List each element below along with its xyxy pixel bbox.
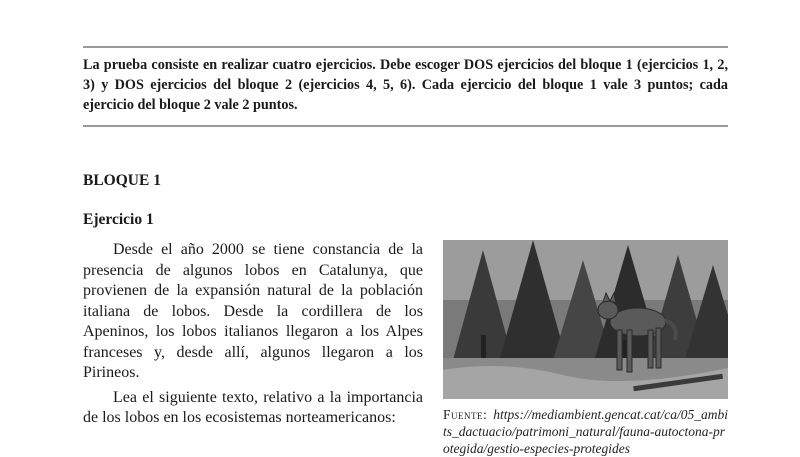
wolf-photo [443,240,728,399]
paragraph: Desde el año 2000 se tiene constancia de la presencia de algunos lobos en Catalunya, que provienen de la expansión natural de la población italiana de lobos. Desde la cordillera de los Apeninos, los lobos italianos llegaron a los Alpes franceses y, desde allí, algunos llegaron a los Pirineos. [83,241,423,381]
bottom-rule [83,125,728,127]
caption-source-label: Fuente: [443,407,488,422]
caption-source-url[interactable]: https://mediambient.gencat.cat/ca/05_ambits_dactuacio/patrimoni_natural/fauna-autoctona-protegida/gestio-especies-protegides [443,407,728,456]
photo-caption [443,406,728,457]
block-title: BLOQUE 1 [83,172,161,189]
top-rule [83,46,728,48]
exercise-title: Ejercicio 1 [83,211,154,228]
exercise-body [83,240,423,429]
exam-instructions: La prueba consiste en realizar cuatro ejercicios. Debe escoger DOS ejercicios del bloque 1 (ejercicios 1, 2, 3) y DOS ejercicios del bloque 2 (ejercicios 4, 5, 6). Cada ejercicio del bloque 1 vale 3 puntos; cada ejercicio del bloque 2 vale 2 puntos. [83,57,728,113]
paragraph: Lea el siguiente texto, relativo a la importancia de los lobos en los ecosistemas norteamericanos: [83,388,423,426]
